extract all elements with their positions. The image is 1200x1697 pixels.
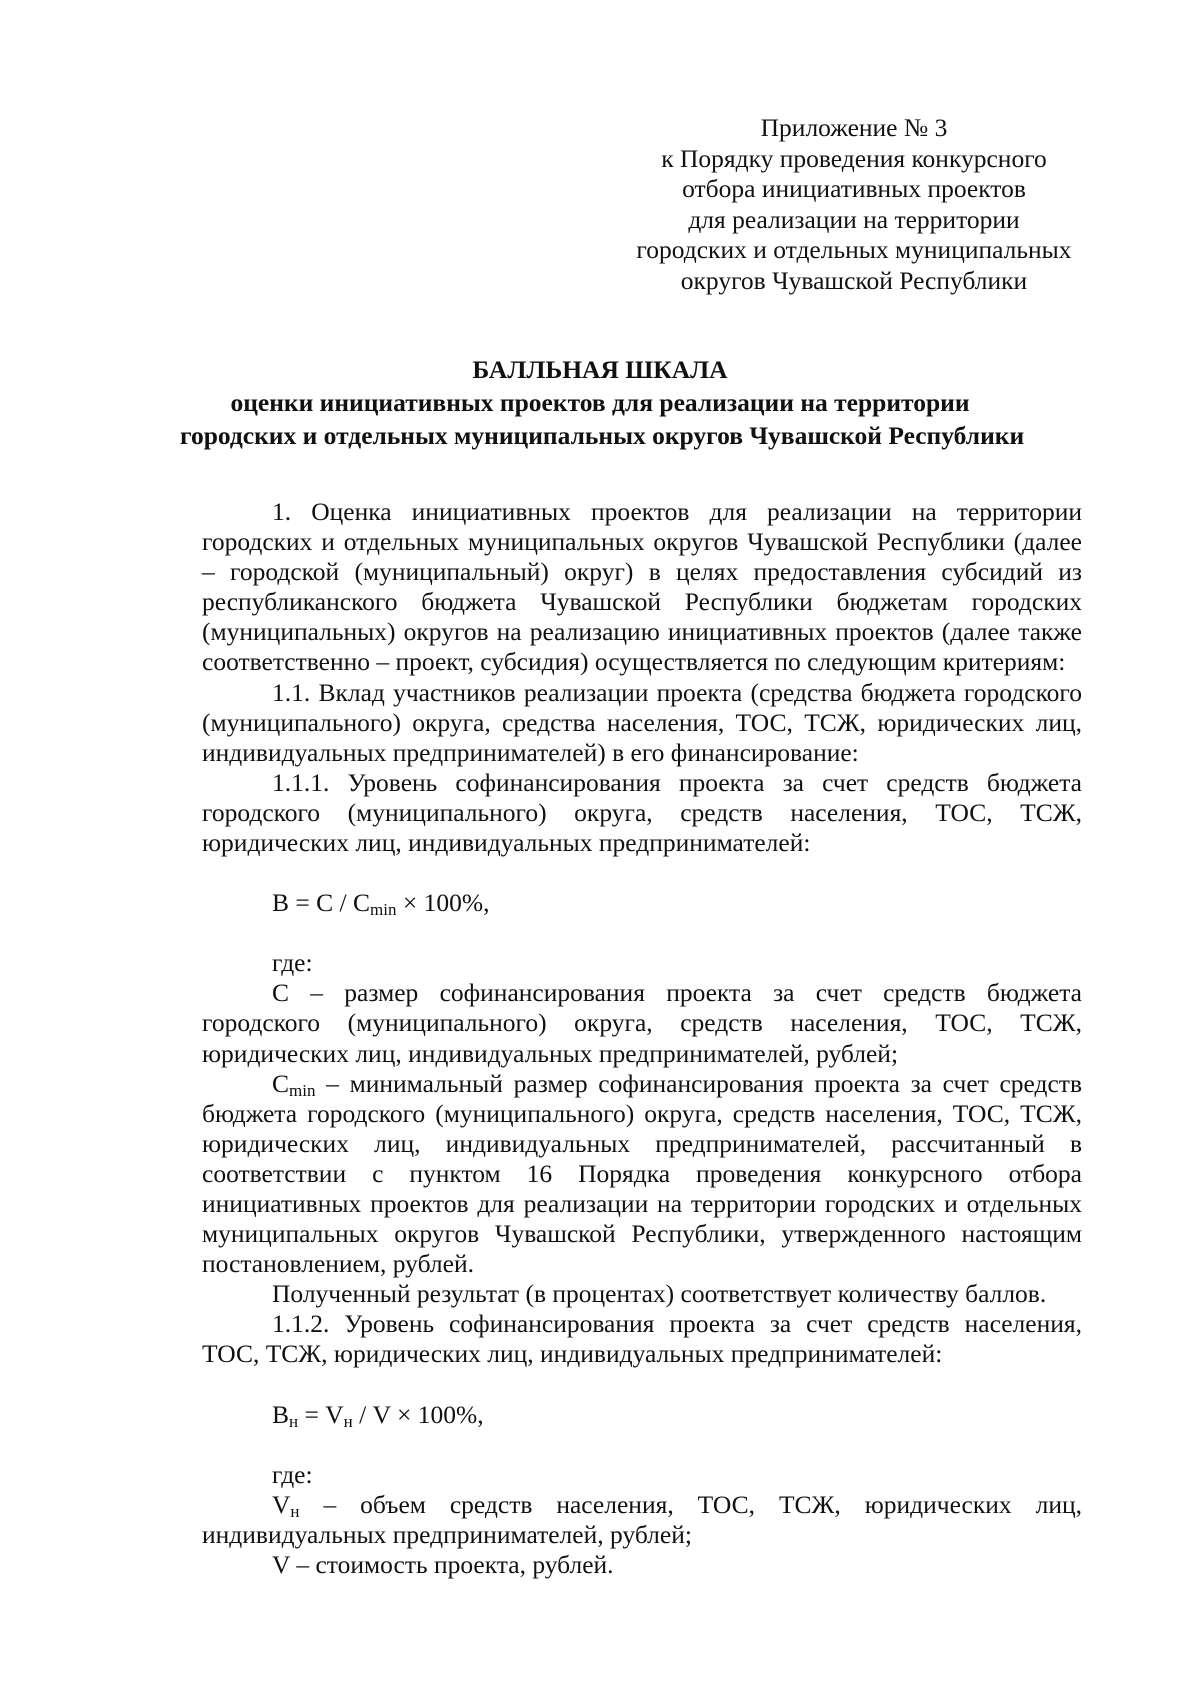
formula-b-lhs: B = C / C xyxy=(272,888,370,918)
appendix-header xyxy=(620,113,1088,296)
document-body xyxy=(202,497,1082,1580)
appendix-line: отбора инициативных проектов xyxy=(682,174,1026,203)
formula-b-rhs: × 100%, xyxy=(396,888,490,918)
title-heading: БАЛЛЬНАЯ ШКАЛА xyxy=(472,355,728,384)
definition-cmin xyxy=(202,1069,1082,1280)
definition-c: C – размер софинансирования проекта за счет средств бюджета городского (муниципального) округа, средств населения, ТОС, ТСЖ, юридических лиц, индивидуальных предпринимателей, рублей; xyxy=(202,978,1082,1068)
appendix-line: для реализации на территории xyxy=(688,204,1020,234)
appendix-line: городских и отдельных муниципальных xyxy=(636,235,1072,264)
paragraph-1-1-2: 1.1.2. Уровень софинансирования проекта за счет средств населения, ТОС, ТСЖ, юридических лиц, индивидуальных предпринимателей: xyxy=(202,1309,1082,1369)
where-label: где: xyxy=(272,1459,313,1489)
formula-bn-rhs: / V × 100%, xyxy=(352,1399,484,1429)
definition-cmin-text: – минимальный размер софинансирования проекта за счет средств бюджета городского (муниципального) округа, средств населения, ТОС, ТСЖ, юридических лиц, индивидуальных предпринимателей, рассчитанный в соответствии с пунктом 16 Порядка проведения конкурсного отбора инициативных проектов для реализации на территории городских и отдельных муниципальных округов Чувашской Республики, утвержденного настоящим постановлением, рублей. xyxy=(202,1068,1082,1279)
title-subline: городских и отдельных муниципальных округов Чувашской Республики xyxy=(180,421,1025,450)
definition-vn-symbol: V xyxy=(272,1489,291,1519)
formula-bn-mid: = V xyxy=(298,1399,344,1429)
definition-cmin-symbol: C xyxy=(272,1068,290,1098)
definition-vn xyxy=(202,1490,1082,1550)
formula-bn xyxy=(202,1400,1082,1430)
formula-bn-sub-v: н xyxy=(343,1411,353,1431)
paragraph-1-1: 1.1. Вклад участников реализации проекта (средства бюджета городского (муниципального) округа, средства населения, ТОС, ТСЖ, юридических лиц, индивидуальных предпринимателей) в его финансирование: xyxy=(202,677,1082,767)
document-title xyxy=(180,353,1025,452)
paragraph-criteria-intro: 1. Оценка инициативных проектов для реализации на территории городских и отдельных муниципальных округов Чувашской Республики (далее – городской (муниципальный) округ) в целях предоставления субсидий из республиканского бюджета Чувашской Республики бюджетам городских (муниципальных) округов на реализацию инициативных проектов (далее также соответственно – проект, субсидия) осуществляется по следующим критериям: xyxy=(202,497,1082,677)
formula-b-sub: min xyxy=(370,900,397,920)
appendix-line: округов Чувашской Республики xyxy=(680,265,1028,295)
formula-bn-b: B xyxy=(272,1399,290,1429)
formula-bn-sub-b: н xyxy=(289,1411,299,1431)
where-label: где: xyxy=(272,948,313,978)
definition-vn-sub: н xyxy=(290,1501,300,1521)
definition-cmin-sub: min xyxy=(289,1080,316,1100)
appendix-line: к Порядку проведения конкурсного xyxy=(661,143,1047,173)
appendix-line: Приложение № 3 xyxy=(760,113,948,142)
definition-vn-text: – объем средств населения, ТОС, ТСЖ, юридических лиц, индивидуальных предпринимателей, рублей; xyxy=(202,1489,1082,1549)
title-subline: оценки инициативных проектов для реализации на территории xyxy=(230,388,970,417)
definition-v: V – стоимость проекта, рублей. xyxy=(272,1549,614,1579)
paragraph-result: Полученный результат (в процентах) соответствует количеству баллов. xyxy=(272,1279,1047,1309)
paragraph-1-1-1: 1.1.1. Уровень софинансирования проекта за счет средств бюджета городского (муниципального) округа, средств населения, ТОС, ТСЖ, юридических лиц, индивидуальных предпринимателей: xyxy=(202,767,1082,858)
formula-b xyxy=(202,888,1082,918)
